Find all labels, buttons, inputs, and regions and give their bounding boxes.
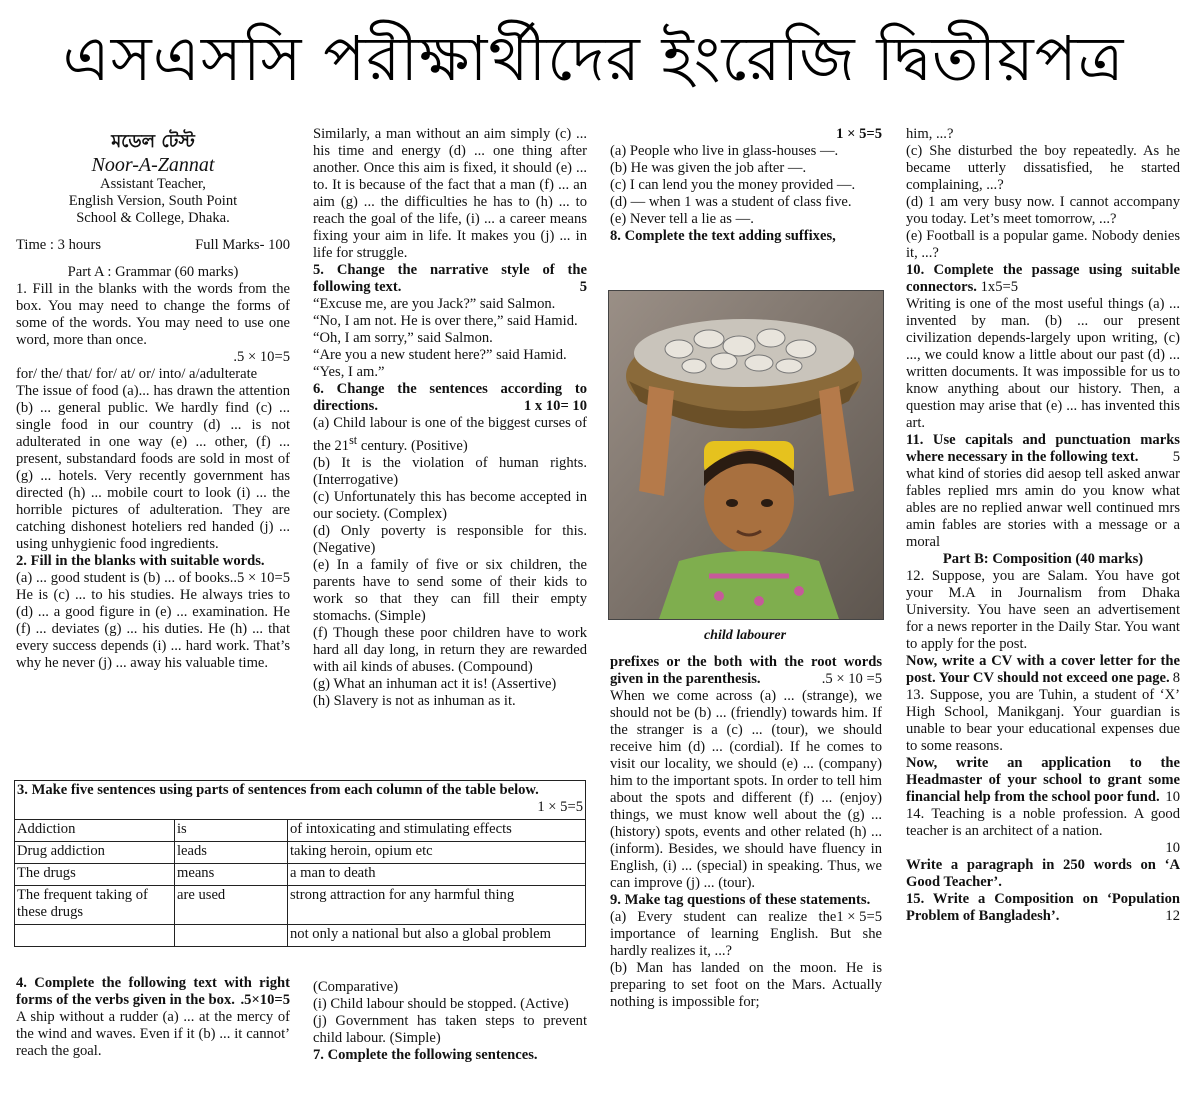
- q8-heading-cont-text: prefixes or the both with the root words given in the parenthesis.: [610, 654, 882, 687]
- q13-task: [906, 755, 1180, 806]
- q10-heading: [906, 262, 1180, 296]
- q15-text: [906, 891, 1180, 925]
- table-cell: leads: [175, 842, 288, 864]
- q1-word-box: for/ the/ that/ for/ at/ or/ into/ a/adulterate: [16, 366, 258, 382]
- q2-heading-text: 2. Fill in the blanks with suitable words.: [16, 553, 265, 569]
- table-cell: means: [175, 864, 288, 886]
- q7-b: (b) He was given the job after —.: [610, 160, 807, 176]
- q8-heading-cont: [610, 654, 882, 688]
- photo-caption: child labourer: [703, 628, 787, 643]
- author-role: Assistant Teacher,: [100, 176, 206, 192]
- child-labourer-illustration: [609, 291, 883, 619]
- q11-marks: 5: [1172, 449, 1180, 465]
- column-4: [906, 126, 1180, 925]
- q3-heading: [15, 781, 586, 820]
- q8-heading: 8. Complete the text adding suffixes,: [610, 228, 836, 244]
- q7-d: (d) — when 1 was a student of class five.: [610, 194, 852, 210]
- q12-task-text: Now, write a CV with a cover letter for the post. Your CV should not exceed one page.: [906, 653, 1180, 686]
- q5-line-2: “No, I am not. He is over there,” said Hamid. “Oh, I am sorry,” said Salmon.: [313, 313, 578, 346]
- table-cell: The drugs: [15, 864, 175, 886]
- table-cell: Drug addiction: [15, 842, 175, 864]
- q6-c: (c) Unfortunately this has become accepted in our society. (Complex): [313, 488, 587, 522]
- q4-heading-text: 4. Complete the following text with right forms of the verbs given in the box.: [16, 975, 290, 1008]
- q11-text: what kind of stories did aesop tell asked anwar fables replied mrs amin do you know what ables are no replied anwar well continued mrs amin fables are stories with a message or a moral: [906, 466, 1180, 550]
- q15-marks: 12: [1165, 908, 1180, 924]
- q9-b-cont: him, ...?: [906, 126, 954, 142]
- q14-marks: 10: [1165, 840, 1180, 856]
- exam-time: Time : 3 hours: [16, 237, 102, 253]
- q11-heading-text: 11. Use capitals and punctuation marks where necessary in the following text.: [906, 432, 1180, 465]
- q4-block: [16, 975, 290, 1060]
- q4-text-cont: Similarly, a man without an aim simply (c) ... his time and energy (d) ... one thing after another. Once this aim is fixed, it should (e) ... to. It is because of the fact that a man (f) ... an aim (g) ... the difficulties he has to (h) ... to reach the goal of the life, (i) ... a career means fixing your aim in life. It makes you (j) ... in life for struggle.: [313, 126, 587, 261]
- part-b-heading: Part B: Composition (40 marks): [942, 551, 1144, 567]
- q9-d: (d) 1 am very busy now. I cannot accompany you today. Let’s meet tomorrow, ...?: [906, 194, 1180, 227]
- column-3-bottom: [610, 654, 882, 1011]
- q1-marks: .5 × 10=5: [233, 349, 290, 365]
- q7-e: (e) Never tell a lie as —.: [610, 211, 754, 227]
- q2-marks: .5 × 10=5: [233, 570, 290, 586]
- child-labourer-photo: [608, 290, 884, 620]
- table-cell: [15, 925, 175, 947]
- author-school-1: English Version, South Point: [68, 193, 238, 209]
- q6-d: (d) Only poverty is responsible for this. (Negative): [313, 522, 587, 556]
- q1-text: The issue of food (a)... has drawn the attention (b) ... general public. We hardly find (c) ... single food in our country (d) ... is not adulterated in one way (e) ... other, (f) ... present, substandard foods are sold in most of (g) ... hotels. Very recently government has directed (h) ... mobile court to look (i) ... the horrible pictures of adulteration. They are catching dishonest hoteliers red handed (j) ... using unhygienic food ingredients.: [16, 383, 290, 552]
- q14-task: Write a paragraph in 250 words on ‘A Good Teacher’.: [906, 857, 1180, 890]
- q8-text: When we come across (a) ... (strange), we should not be (b) ... (friendly) towards him. If the stranger is a (c) ... (tour), we should receive him (d) ... (cordial). If he comes to visit our locality, we should (e) ... (company) him to the important spots. In order to tell him about the spots and different (f) ... (enjoy) things, we must know well about the (g) ... (history) spots, events and other related (h) ... (inform). Besides, we should have fluency in English, (i) ... (special) in speaking. Thus, we can improve (j) ... (tour).: [610, 688, 882, 891]
- q3-marks: 1 × 5=5: [537, 799, 583, 815]
- q9-heading: [610, 892, 882, 925]
- q9-b: (b) Man has landed on the moon. He is preparing to set foot on the Mars. Actually nothing is impossible for;: [610, 960, 882, 1010]
- table-cell: of intoxicating and stimulating effects: [288, 820, 586, 842]
- q2-text: (a) ... good student is (b) ... of books. He is (c) ... to his studies. He always tries to (d) ... a good figure in (e) ... examination. He (f) ... deviates (g) ... his duties. He (h) ... that every success depends (i) ... hard work. That’s why he never (j) ... away his valuable time.: [16, 570, 290, 671]
- table-cell: are used: [175, 886, 288, 925]
- q3-heading-text: 3. Make five sentences using parts of sentences from each column of the table below.: [17, 782, 539, 798]
- q14-text: 14. Teaching is a noble profession. A good teacher is an architect of a nation.: [906, 806, 1180, 839]
- q1-instruction: 1. Fill in the blanks with the words from the box. You may need to change the forms of some of the words. You may need to use one word, more than once.: [16, 281, 290, 348]
- headline: এসএসসি পরীক্ষার্থীদের ইংরেজি দ্বিতীয়পত্র: [62, 22, 1125, 95]
- q9-heading-text: 9. Make tag questions of these statements.: [610, 892, 871, 908]
- q6-a: [313, 415, 587, 455]
- q12-marks: 8: [1172, 670, 1180, 686]
- table-row: [15, 886, 586, 925]
- table-row: [15, 925, 586, 947]
- exam-info: [16, 237, 290, 254]
- table-cell: is: [175, 820, 288, 842]
- q10-heading-text: 10. Complete the passage using suitable connectors.: [906, 262, 1180, 295]
- q6-a-sup: st: [349, 433, 358, 447]
- q9-e: (e) Football is a popular game. Nobody denies it, ...?: [906, 228, 1180, 261]
- q5-heading: [313, 262, 587, 296]
- column-2: [313, 126, 587, 710]
- q8-marks: .5 × 10 =5: [821, 671, 882, 687]
- q6-a-end: century. (Positive): [357, 437, 468, 454]
- q5-line-3: “Are you a new student here?” said Hamid. “Yes, I am.”: [313, 347, 567, 380]
- q6-j: (j) Government has taken steps to prevent child labour. (Simple): [313, 1013, 587, 1046]
- q4-heading: [16, 975, 290, 1009]
- q9-marks: 1 × 5=5: [836, 909, 882, 925]
- q6-a-text: (a) Child labour is one of the biggest curses of the 21: [313, 415, 587, 454]
- column-2-bottom: [313, 979, 587, 1064]
- column-1: [16, 130, 290, 672]
- table-row: [15, 864, 586, 886]
- part-a-heading: Part A : Grammar (60 marks): [67, 264, 239, 280]
- q13-marks: 10: [1165, 789, 1180, 805]
- q6-b: (b) It is the violation of human rights. (Interrogative): [313, 454, 587, 488]
- table-cell: not only a national but also a global problem: [288, 925, 586, 947]
- model-test-label: মডেল টেস্ট: [111, 131, 195, 152]
- q6-f: (f) Though these poor children have to work hard all day long, in return they are rewarded with ail kinds of abuses. (Compound): [313, 624, 587, 675]
- table-cell: The frequent taking of these drugs: [15, 886, 175, 925]
- q13-task-text: Now, write an application to the Headmaster of your school to grant some financial help from the school poor fund.: [906, 755, 1180, 805]
- table-cell: Addiction: [15, 820, 175, 842]
- table-cell: a man to death: [288, 864, 586, 886]
- author-name: Noor-A-Zannat: [91, 154, 215, 176]
- q12-task: [906, 653, 1180, 687]
- q9-a: (a) Every student can realize the importance of learning English. But she hardly realizes it, ...?: [610, 909, 882, 959]
- q2-heading: [16, 553, 290, 586]
- q12-text: 12. Suppose, you are Salam. You have got your M.A in Journalism from Dhaka University. You have seen an advertisement for a news reporter in the Daily Star. You want to apply for the post.: [906, 568, 1180, 652]
- author-school-2: School & College, Dhaka.: [76, 210, 230, 226]
- table-cell: taking heroin, opium etc: [288, 842, 586, 864]
- q6-heading: [313, 381, 587, 415]
- table-row: [15, 781, 586, 820]
- q7-marks: 1 × 5=5: [836, 126, 882, 142]
- q6-h-cont: (Comparative): [313, 979, 399, 995]
- exam-full-marks: Full Marks- 100: [195, 237, 290, 253]
- q6-e: (e) In a family of five or six children, the parents have to send some of their kids to work so that they can fill their empty stomachs. (Simple): [313, 556, 587, 624]
- q7-heading: 7. Complete the following sentences.: [313, 1047, 538, 1063]
- q6-h: (h) Slavery is not as inhuman as it.: [313, 692, 516, 709]
- q4-text: A ship without a rudder (a) ... at the mercy of the wind and waves. Even if it (b) ... it cannot’ reach the goal.: [16, 1009, 290, 1059]
- q10-text: Writing is one of the most useful things (a) ... invented by man. (b) ... our present civilization depends-largely upon writing, (c) ..., we could know a little about our past (d) ... written documents. It was impossible for us to know anything about our history. Then, a question may arise that (e) ... has invented this art.: [906, 296, 1180, 431]
- q5-marks: 5: [579, 279, 587, 295]
- q15-text-body: 15. Write a Composition on ‘Population Problem of Bangladesh’.: [906, 891, 1180, 924]
- q6-heading-text: 6. Change the sentences according to directions.: [313, 381, 587, 414]
- q3-table: [14, 780, 586, 947]
- table-cell: strong attraction for any harmful thing: [288, 886, 586, 925]
- table-row: [15, 842, 586, 864]
- q10-marks: 1x5=5: [980, 279, 1019, 295]
- q5-line-1: “Excuse me, are you Jack?” said Salmon.: [313, 296, 556, 312]
- q13-text: 13. Suppose, you are Tuhin, a student of ‘X’ High School, Manikganj. Your guardian is unable to bear your educational expenses due to some reasons.: [906, 687, 1180, 754]
- q4-marks: .5×10=5: [240, 992, 290, 1008]
- q11-heading: [906, 432, 1180, 466]
- q6-g: (g) What an inhuman act it is! (Assertive): [313, 675, 557, 692]
- q9-c: (c) She disturbed the boy repeatedly. As he became utterly dissatisfied, he started complaining, ...?: [906, 143, 1180, 193]
- q7-c: (c) I can lend you the money provided —.: [610, 177, 856, 193]
- table-row: [15, 820, 586, 842]
- table-cell: [175, 925, 288, 947]
- q7-a: (a) People who live in glass-houses —.: [610, 143, 839, 159]
- q6-i: (i) Child labour should be stopped. (Active): [313, 996, 569, 1012]
- q6-marks: 1 x 10= 10: [523, 398, 587, 414]
- column-3-top: [610, 126, 882, 245]
- q5-heading-text: 5. Change the narrative style of the following text.: [313, 262, 587, 295]
